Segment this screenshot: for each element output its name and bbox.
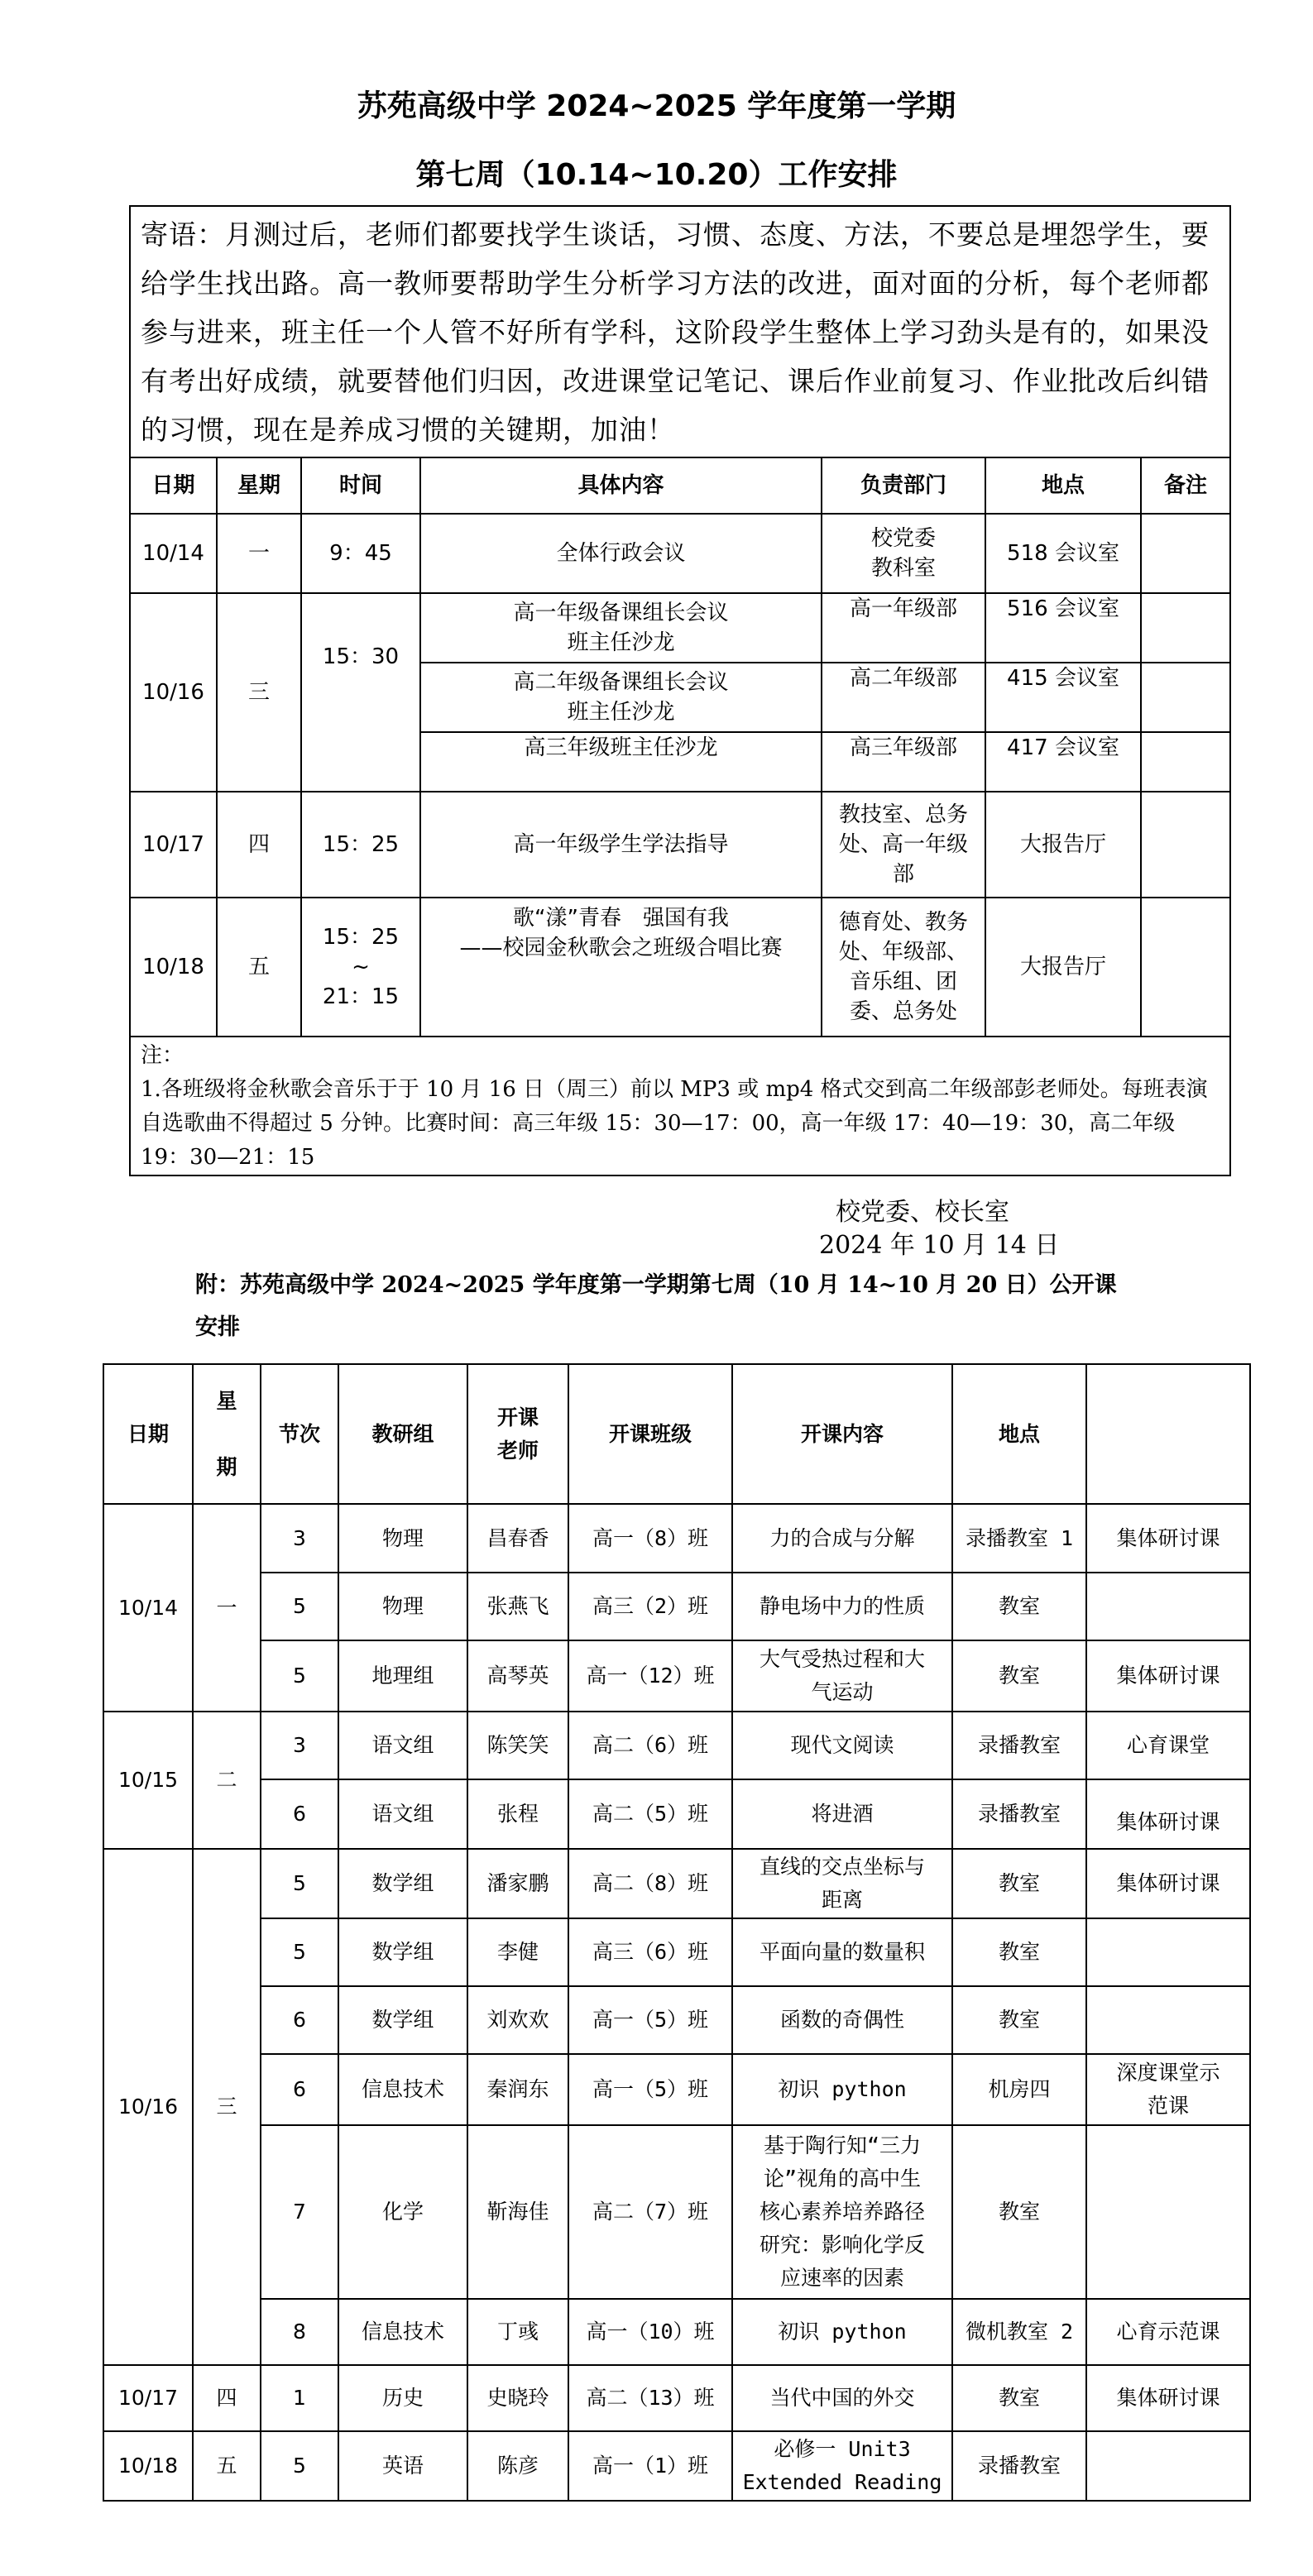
- dept-line: 音乐组、团: [849, 970, 957, 994]
- cell-date: 10/18: [103, 2431, 193, 2501]
- cell-date: 10/17: [130, 792, 217, 898]
- header-date: 日期: [103, 1364, 193, 1504]
- table-row: [103, 1918, 1250, 1986]
- header-type: [1086, 1364, 1250, 1504]
- table-row: [103, 2054, 1250, 2125]
- cell-type: 集体研讨课: [1086, 1779, 1250, 1849]
- cell-period: 6: [261, 1779, 338, 1849]
- cell-time: 15：25: [301, 792, 420, 898]
- header-class: 开课班级: [568, 1364, 732, 1504]
- cell-content: [420, 898, 822, 1037]
- cell-content: 现代文阅读: [732, 1712, 952, 1779]
- header-date: 日期: [130, 457, 217, 514]
- cell-period: 3: [261, 1712, 338, 1779]
- cell-dept: [822, 792, 985, 898]
- cell-group: 数学组: [338, 1986, 467, 2054]
- cell-class: 高二（8）班: [568, 1849, 732, 1918]
- header-teacher: [467, 1364, 568, 1504]
- content-line: 班主任沙龙: [567, 700, 675, 725]
- cell-date: 10/16: [130, 593, 217, 792]
- cell-period: 7: [261, 2125, 338, 2299]
- cell-group: 语文组: [338, 1712, 467, 1779]
- cell-type: 集体研讨课: [1086, 1849, 1250, 1918]
- cell-remark: [1141, 732, 1230, 792]
- content-line: 歌“漾”青春 强国有我: [513, 906, 729, 931]
- cell-dept: 高三年级部: [822, 732, 985, 792]
- cell-class: 高一（10）班: [568, 2299, 732, 2365]
- cell-content: 初识 python: [732, 2054, 952, 2125]
- table-row: [103, 1640, 1250, 1712]
- cell-group: 历史: [338, 2365, 467, 2431]
- cell-class: 高一（5）班: [568, 2054, 732, 2125]
- cell-group: 化学: [338, 2125, 467, 2299]
- cell-teacher: 昌春香: [467, 1504, 568, 1573]
- content-line: 气运动: [811, 1680, 874, 1704]
- cell-weekday: 一: [217, 514, 301, 593]
- cell-weekday: 三: [217, 593, 301, 792]
- header-content: 具体内容: [420, 457, 822, 514]
- cell-type: 集体研讨课: [1086, 1504, 1250, 1573]
- cell-date: 10/14: [130, 514, 217, 593]
- table-row: [130, 514, 1230, 593]
- cell-group: 物理: [338, 1504, 467, 1573]
- cell-place: 教室: [952, 2365, 1086, 2431]
- cell-period: 5: [261, 1918, 338, 1986]
- cell-group: 语文组: [338, 1779, 467, 1849]
- cell-place: 录播教室: [952, 1779, 1086, 1849]
- cell-teacher: 史晓玲: [467, 2365, 568, 2431]
- cell-remark: [1141, 593, 1230, 663]
- cell-teacher: 李健: [467, 1918, 568, 1986]
- cell-class: 高二（6）班: [568, 1712, 732, 1779]
- cell-period: 6: [261, 1986, 338, 2054]
- message-cell: [130, 206, 1230, 457]
- page-title: 苏苑高级中学 2024~2025 学年度第一学期: [357, 89, 956, 123]
- cell-teacher: 张程: [467, 1779, 568, 1849]
- dept-line: 校党委: [870, 526, 936, 551]
- cell-period: 6: [261, 2054, 338, 2125]
- cell-content: 力的合成与分解: [732, 1504, 952, 1573]
- header-line: 开课: [496, 1405, 539, 1429]
- cell-type: 集体研讨课: [1086, 2365, 1250, 2431]
- cell-weekday: 四: [193, 2365, 261, 2431]
- dept-line: 部: [892, 862, 914, 887]
- cell-content: 全体行政会议: [420, 514, 822, 593]
- content-line: Extended Reading: [742, 2470, 942, 2494]
- header-place: 地点: [985, 457, 1141, 514]
- cell-place: 教室: [952, 1986, 1086, 2054]
- content-line: 高二年级备课组长会议: [513, 670, 729, 695]
- cell-type: 心育示范课: [1086, 2299, 1250, 2365]
- cell-group: 数学组: [338, 1849, 467, 1918]
- cell-teacher: 靳海佳: [467, 2125, 568, 2299]
- table-row: [103, 1573, 1250, 1640]
- attachment-title: 附：苏苑高级中学 2024~2025 学年度第一学期第七周（10 月 14~10 月 20 日）公开课安排: [195, 1272, 1117, 1340]
- note-title: 注：: [141, 1043, 184, 1068]
- content-line: 大气受热过程和大: [759, 1647, 925, 1671]
- time-line: ~: [352, 955, 370, 979]
- cell-class: 高一（5）班: [568, 1986, 732, 2054]
- table-row: [130, 593, 1230, 663]
- cell-group: 英语: [338, 2431, 467, 2501]
- signature-date: 2024 年 10 月 14 日: [819, 1231, 1060, 1260]
- cell-date: 10/14: [103, 1504, 193, 1712]
- cell-date: 10/17: [103, 2365, 193, 2431]
- content-line: 应速率的因素: [779, 2266, 904, 2290]
- cell-place: 教室: [952, 1573, 1086, 1640]
- table-row: [103, 1849, 1250, 1918]
- header-place: 地点: [952, 1364, 1086, 1504]
- open-class-table: [103, 1363, 1251, 2502]
- table-row: [103, 2299, 1250, 2365]
- header-time: 时间: [301, 457, 420, 514]
- header-line: 老师: [496, 1438, 539, 1463]
- table-row: [103, 1712, 1250, 1779]
- cell-content: 静电场中力的性质: [732, 1573, 952, 1640]
- content-line: 距离: [821, 1888, 863, 1912]
- note-cell: [130, 1037, 1230, 1175]
- cell-place: 教室: [952, 2125, 1086, 2299]
- cell-teacher: 张燕飞: [467, 1573, 568, 1640]
- cell-place: 教室: [952, 1849, 1086, 1918]
- table-row: [103, 2125, 1250, 2299]
- cell-time: 15：30: [301, 593, 420, 792]
- cell-content: [732, 2431, 952, 2501]
- weekly-schedule-table: [129, 205, 1231, 1176]
- content-line: 论”视角的高中生: [763, 2167, 922, 2191]
- cell-teacher: 潘家鹏: [467, 1849, 568, 1918]
- cell-content: [732, 2125, 952, 2299]
- table-header-row: [103, 1364, 1250, 1504]
- dept-line: 处、年级部、: [838, 940, 968, 965]
- header-line: 期: [216, 1454, 237, 1479]
- cell-content: 当代中国的外交: [732, 2365, 952, 2431]
- cell-weekday: 五: [193, 2431, 261, 2501]
- cell-weekday: 三: [193, 1849, 261, 2365]
- cell-place: 大报告厅: [985, 792, 1141, 898]
- content-line: 直线的交点坐标与: [759, 1855, 925, 1879]
- cell-type: [1086, 1986, 1250, 2054]
- dept-line: 教科室: [870, 556, 936, 581]
- dept-line: 委、总务处: [849, 999, 957, 1024]
- header-group: 教研组: [338, 1364, 467, 1504]
- cell-place: 教室: [952, 1640, 1086, 1712]
- cell-teacher: 陈彦: [467, 2431, 568, 2501]
- cell-dept: 高一年级部: [822, 593, 985, 663]
- cell-group: 信息技术: [338, 2299, 467, 2365]
- cell-group: 物理: [338, 1573, 467, 1640]
- signature-org: 校党委、校长室: [836, 1198, 1009, 1227]
- cell-place: 教室: [952, 1918, 1086, 1986]
- cell-period: 5: [261, 2431, 338, 2501]
- cell-period: 8: [261, 2299, 338, 2365]
- cell-group: 信息技术: [338, 2054, 467, 2125]
- cell-content: 函数的奇偶性: [732, 1986, 952, 2054]
- cell-group: 地理组: [338, 1640, 467, 1712]
- cell-teacher: 高琴英: [467, 1640, 568, 1712]
- cell-place: 417 会议室: [985, 732, 1141, 792]
- cell-teacher: 陈笑笑: [467, 1712, 568, 1779]
- page-subtitle: 第七周（10.14~10.20）工作安排: [415, 158, 898, 192]
- cell-date: 10/15: [103, 1712, 193, 1849]
- cell-period: 5: [261, 1849, 338, 1918]
- header-dept: 负责部门: [822, 457, 985, 514]
- cell-teacher: 刘欢欢: [467, 1986, 568, 2054]
- table-row: [130, 898, 1230, 1037]
- cell-time: 9：45: [301, 514, 420, 593]
- cell-class: 高一（8）班: [568, 1504, 732, 1573]
- content-line: 基于陶行知“三力: [763, 2133, 922, 2157]
- cell-type: [1086, 2125, 1250, 2299]
- cell-teacher: 秦润东: [467, 2054, 568, 2125]
- table-row: [103, 2365, 1250, 2431]
- cell-content: [732, 1849, 952, 1918]
- content-line: 研究：影响化学反: [759, 2233, 925, 2257]
- type-line: 深度课堂示: [1116, 2061, 1220, 2085]
- content-line: ——校园金秋歌会之班级合唱比赛: [459, 936, 783, 960]
- cell-remark: [1141, 792, 1230, 898]
- content-line: 必修一 Unit3: [774, 2437, 911, 2461]
- content-line: 核心素养培养路径: [759, 2200, 925, 2224]
- cell-type: [1086, 1918, 1250, 1986]
- dept-line: 处、高一年级: [838, 832, 968, 857]
- cell-time: [301, 898, 420, 1037]
- cell-remark: [1141, 663, 1230, 732]
- header-content: 开课内容: [732, 1364, 952, 1504]
- cell-class: 高二（7）班: [568, 2125, 732, 2299]
- table-row: [103, 1779, 1250, 1849]
- message-text: 寄语：月测过后，老师们都要找学生谈话，习惯、态度、方法，不要总是埋怨学生，要给学生找出路。高一教师要帮助学生分析学习方法的改进，面对面的分析，每个老师都参与进来，班主任一个人管不好所有学科，这阶段学生整体上学习劲头是有的，如果没有考出好成绩，就要替他们归因，改进课堂记笔记、课后作业前复习、作业批改后纠错的习惯，现在是养成习惯的关键期，加油！: [141, 218, 1210, 446]
- cell-place: 机房四: [952, 2054, 1086, 2125]
- cell-weekday: 一: [193, 1504, 261, 1712]
- header-remark: 备注: [1141, 457, 1230, 514]
- cell-class: 高一（1）班: [568, 2431, 732, 2501]
- cell-content: 高三年级班主任沙龙: [420, 732, 822, 792]
- cell-content: [732, 1640, 952, 1712]
- cell-place: 518 会议室: [985, 514, 1141, 593]
- cell-place: 大报告厅: [985, 898, 1141, 1037]
- cell-class: 高二（13）班: [568, 2365, 732, 2431]
- cell-period: 1: [261, 2365, 338, 2431]
- table-row: [103, 2431, 1250, 2501]
- cell-type: 心育课堂: [1086, 1712, 1250, 1779]
- cell-content: 高一年级学生学法指导: [420, 792, 822, 898]
- header-weekday: [193, 1364, 261, 1504]
- cell-place: 录播教室: [952, 2431, 1086, 2501]
- content-line: 班主任沙龙: [567, 630, 675, 655]
- cell-class: 高三（6）班: [568, 1918, 732, 1986]
- cell-weekday: 五: [217, 898, 301, 1037]
- cell-dept: [822, 898, 985, 1037]
- cell-place: 微机教室 2: [952, 2299, 1086, 2365]
- cell-place: 录播教室 1: [952, 1504, 1086, 1573]
- table-row: [103, 1504, 1250, 1573]
- cell-remark: [1141, 514, 1230, 593]
- dept-line: 教技室、总务: [838, 802, 968, 827]
- cell-content: [420, 663, 822, 732]
- cell-group: 数学组: [338, 1918, 467, 1986]
- content-line: 高一年级备课组长会议: [513, 601, 729, 625]
- table-row: [130, 792, 1230, 898]
- cell-period: 3: [261, 1504, 338, 1573]
- cell-content: 将进酒: [732, 1779, 952, 1849]
- cell-place: 516 会议室: [985, 593, 1141, 663]
- cell-period: 5: [261, 1640, 338, 1712]
- cell-class: 高一（12）班: [568, 1640, 732, 1712]
- cell-content: 初识 python: [732, 2299, 952, 2365]
- cell-class: 高三（2）班: [568, 1573, 732, 1640]
- cell-date: 10/16: [103, 1849, 193, 2365]
- cell-place: 415 会议室: [985, 663, 1141, 732]
- dept-line: 德育处、教务: [838, 910, 968, 935]
- cell-weekday: 二: [193, 1712, 261, 1849]
- cell-remark: [1141, 898, 1230, 1037]
- cell-type: [1086, 2054, 1250, 2125]
- table-row: [103, 1986, 1250, 2054]
- header-weekday: 星期: [217, 457, 301, 514]
- cell-type: [1086, 1573, 1250, 1640]
- cell-place: 录播教室: [952, 1712, 1086, 1779]
- table-header-row: [130, 457, 1230, 514]
- cell-type: 集体研讨课: [1086, 1640, 1250, 1712]
- type-line: 范课: [1147, 2094, 1189, 2118]
- time-line: 21：15: [322, 984, 400, 1009]
- cell-period: 5: [261, 1573, 338, 1640]
- cell-content: 平面向量的数量积: [732, 1918, 952, 1986]
- cell-teacher: 丁彧: [467, 2299, 568, 2365]
- header-period: 节次: [261, 1364, 338, 1504]
- time-line: 15：25: [322, 925, 400, 950]
- note-text: 1.各班级将金秋歌会音乐于于 10 月 16 日（周三）前以 MP3 或 mp4 格式交到高二年级部彭老师处。每班表演自选歌曲不得超过 5 分钟。比赛时间：高三年级 15：30—17：00，高一年级 17：40—19：30，高二年级 19：30—21：15: [141, 1077, 1208, 1170]
- header-line: 星: [216, 1388, 237, 1413]
- cell-date: 10/18: [130, 898, 217, 1037]
- cell-weekday: 四: [217, 792, 301, 898]
- cell-class: 高二（5）班: [568, 1779, 732, 1849]
- cell-content: [420, 593, 822, 663]
- cell-type: [1086, 2431, 1250, 2501]
- cell-dept: [822, 514, 985, 593]
- cell-dept: 高二年级部: [822, 663, 985, 732]
